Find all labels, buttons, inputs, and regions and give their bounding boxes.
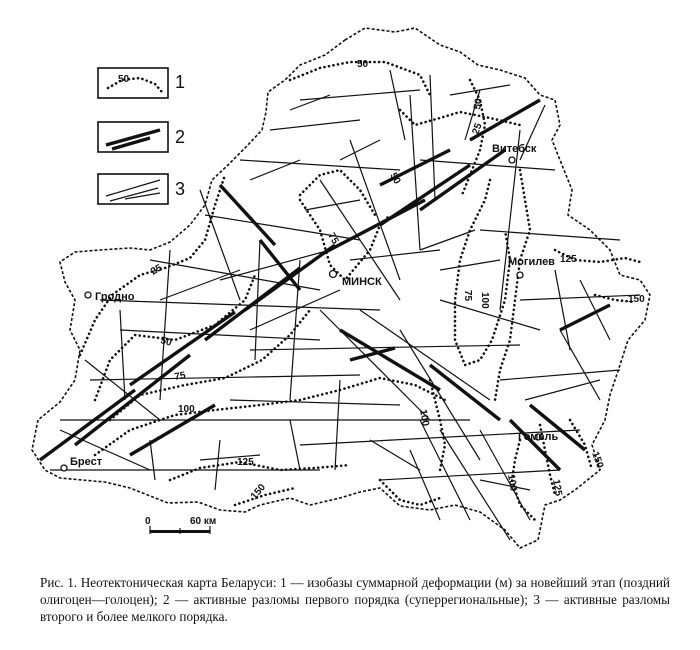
city-label-gomel: Гомель [518, 431, 559, 443]
legend-box-1 [98, 68, 168, 98]
isobase-label: 100 [178, 404, 195, 415]
isobase-label: 150 [628, 294, 645, 305]
fault-6 [320, 200, 425, 255]
isobase-100-east [455, 180, 510, 365]
isobase-label: 50 [387, 171, 403, 187]
city-label-minsk: МИНСК [342, 276, 382, 288]
faults-first-order [40, 100, 610, 470]
fault-15 [530, 405, 585, 450]
isobase-label: 125 [560, 254, 577, 265]
legend-box-3 [98, 174, 168, 204]
isobase-75-east [495, 170, 530, 400]
city-marker-minsk [330, 271, 337, 278]
isobase-label: 100 [417, 408, 431, 427]
isobase-south-loop [380, 480, 440, 505]
isobase-label: 50 [357, 59, 369, 70]
figure-caption: Рис. 1. Неотектоническая карта Беларуси: 1 — изобазы суммарной деформации (м) за новейший этап (поздний олигоцен—голоцен); 2 — активные разломы первого порядка (суперрегиональные); 3 — активные разломы второго и более мелкого порядка. [40, 575, 670, 624]
city-label-mogilev: Могилев [508, 256, 555, 268]
isobase-label: 75 [325, 231, 341, 247]
isobase-100-mid [430, 380, 445, 470]
city-label-brest: Брест [70, 456, 103, 468]
isobase-label: 100 [505, 473, 519, 492]
fault-10 [220, 185, 275, 245]
city-marker-mogilev [517, 272, 523, 278]
isobase-label: 50 [472, 97, 485, 111]
legend-number-2: 2 [175, 127, 186, 147]
city-marker-vitebsk [509, 157, 515, 163]
isobase-label: 150 [589, 450, 606, 470]
legend-number-3: 3 [175, 179, 186, 199]
isobase-label: 25 [470, 121, 485, 137]
isobase-label: 50 [159, 335, 173, 349]
fault-14 [510, 420, 560, 470]
isobase-label: 150 [248, 482, 269, 502]
legend-sample-label: 50 [118, 74, 130, 85]
isobase-label: 125 [550, 478, 564, 497]
isobase-label: 25 [149, 262, 165, 278]
fault-17 [130, 405, 215, 455]
isobase-label: 100 [479, 292, 490, 309]
city-marker-grodno [85, 292, 91, 298]
isobase-125-south [170, 462, 350, 480]
isobase-label: 125 [237, 457, 254, 468]
fault-1 [40, 390, 135, 460]
scale-start: 0 [145, 516, 151, 527]
scale-bar [145, 516, 216, 534]
isobase-label: 75 [173, 370, 187, 383]
legend-number-1: 1 [175, 72, 186, 92]
scale-end: 60 км [190, 516, 217, 527]
city-label-grodno: Гродно [95, 291, 135, 303]
isobase-label: 75 [462, 290, 473, 302]
legend [98, 68, 185, 204]
fault-13 [430, 365, 500, 420]
city-label-vitebsk: Витебск [492, 143, 537, 155]
city-marker-brest [61, 465, 67, 471]
